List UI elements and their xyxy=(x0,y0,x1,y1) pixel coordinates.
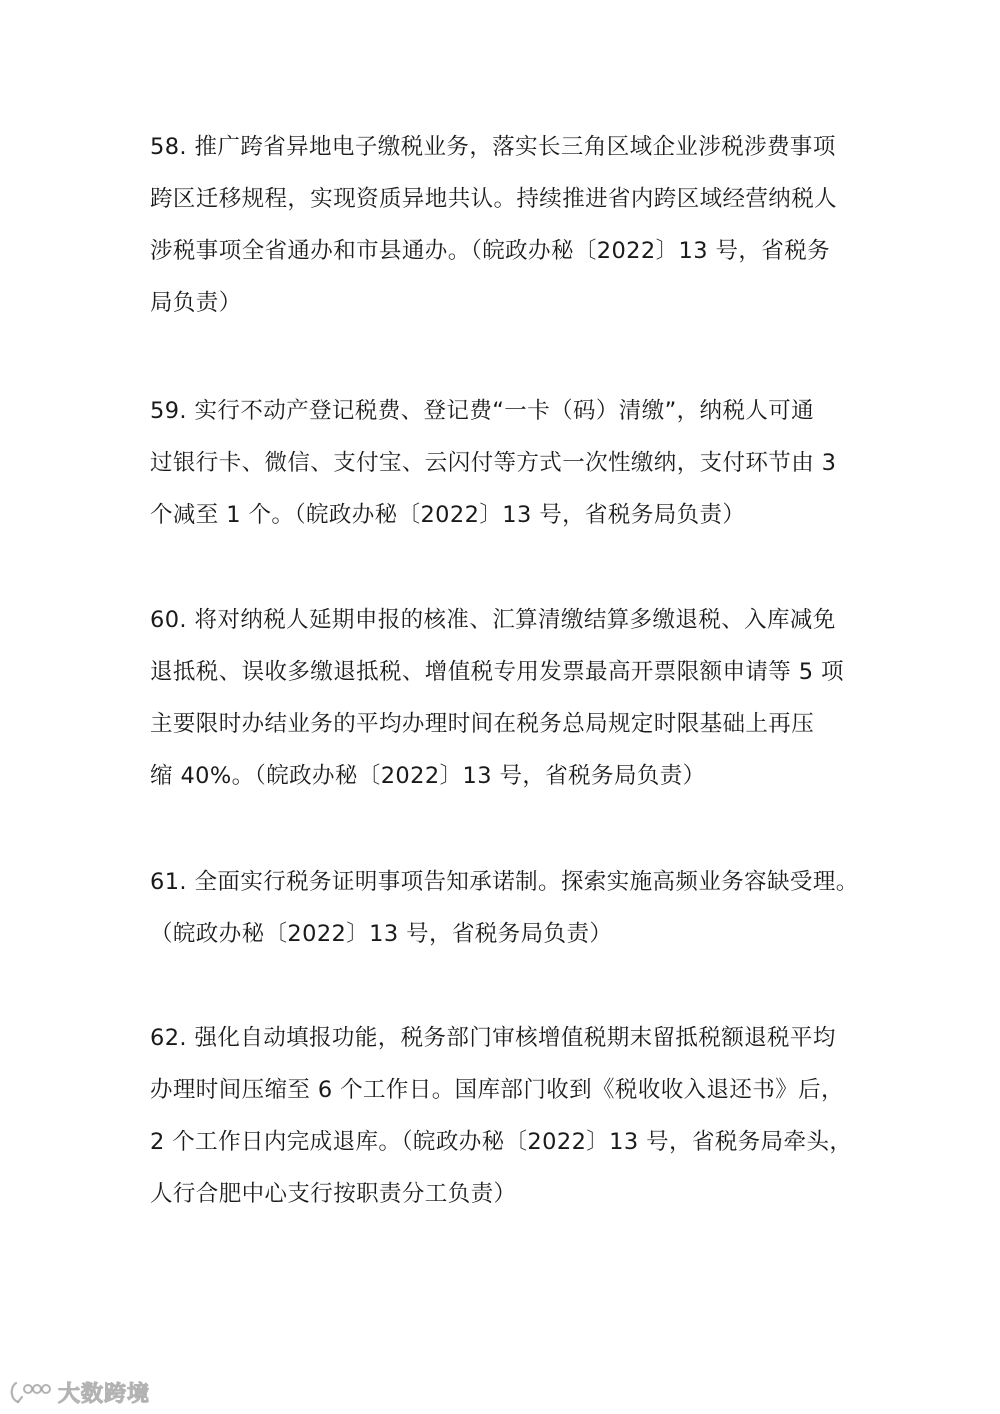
item-line: 局负责） xyxy=(150,290,242,316)
item-line: 62. 强化自动填报功能，税务部门审核增值税期末留抵税额退税平均 xyxy=(150,1025,836,1051)
item-line: 59. 实行不动产登记税费、登记费“一卡（码）清缴”，纳税人可通 xyxy=(150,398,815,424)
item-line: 个减至 1 个。（皖政办秘〔2022〕13 号，省税务局负责） xyxy=(150,502,746,528)
item-line: （皖政办秘〔2022〕13 号，省税务局负责） xyxy=(150,921,613,947)
list-item-58 xyxy=(150,121,862,329)
item-line: 60. 将对纳税人延期申报的核准、汇算清缴结算多缴退税、入库减免 xyxy=(150,607,836,633)
list-item-62 xyxy=(150,1012,862,1220)
list-item-59 xyxy=(150,385,862,541)
dashu-logo-icon xyxy=(8,1377,54,1407)
item-line: 退抵税、误收多缴退抵税、增值税专用发票最高开票限额申请等 5 项 xyxy=(150,659,844,685)
list-item-61 xyxy=(150,856,862,960)
item-line: 缩 40%。（皖政办秘〔2022〕13 号，省税务局负责） xyxy=(150,763,706,789)
item-line: 跨区迁移规程，实现资质异地共认。持续推进省内跨区域经营纳税人 xyxy=(150,186,838,212)
item-line: 办理时间压缩至 6 个工作日。国库部门收到《税收收入退还书》后， xyxy=(150,1077,844,1103)
item-line: 过银行卡、微信、支付宝、云闪付等方式一次性缴纳，支付环节由 3 xyxy=(150,450,837,476)
item-line: 主要限时办结业务的平均办理时间在税务总局规定时限基础上再压 xyxy=(150,711,815,737)
item-line: 2 个工作日内完成退库。（皖政办秘〔2022〕13 号，省税务局牵头， xyxy=(150,1129,853,1155)
watermark-text: 大数跨境 xyxy=(58,1381,151,1407)
list-item-60 xyxy=(150,594,862,802)
item-line: 涉税事项全省通办和市县通办。（皖政办秘〔2022〕13 号，省税务 xyxy=(150,238,830,264)
watermark xyxy=(8,1374,150,1410)
item-line: 人行合肥中心支行按职责分工负责） xyxy=(150,1181,517,1207)
item-line: 61. 全面实行税务证明事项告知承诺制。探索实施高频业务容缺受理。 xyxy=(150,869,859,895)
item-line: 58. 推广跨省异地电子缴税业务，落实长三角区域企业涉税涉费事项 xyxy=(150,134,836,160)
